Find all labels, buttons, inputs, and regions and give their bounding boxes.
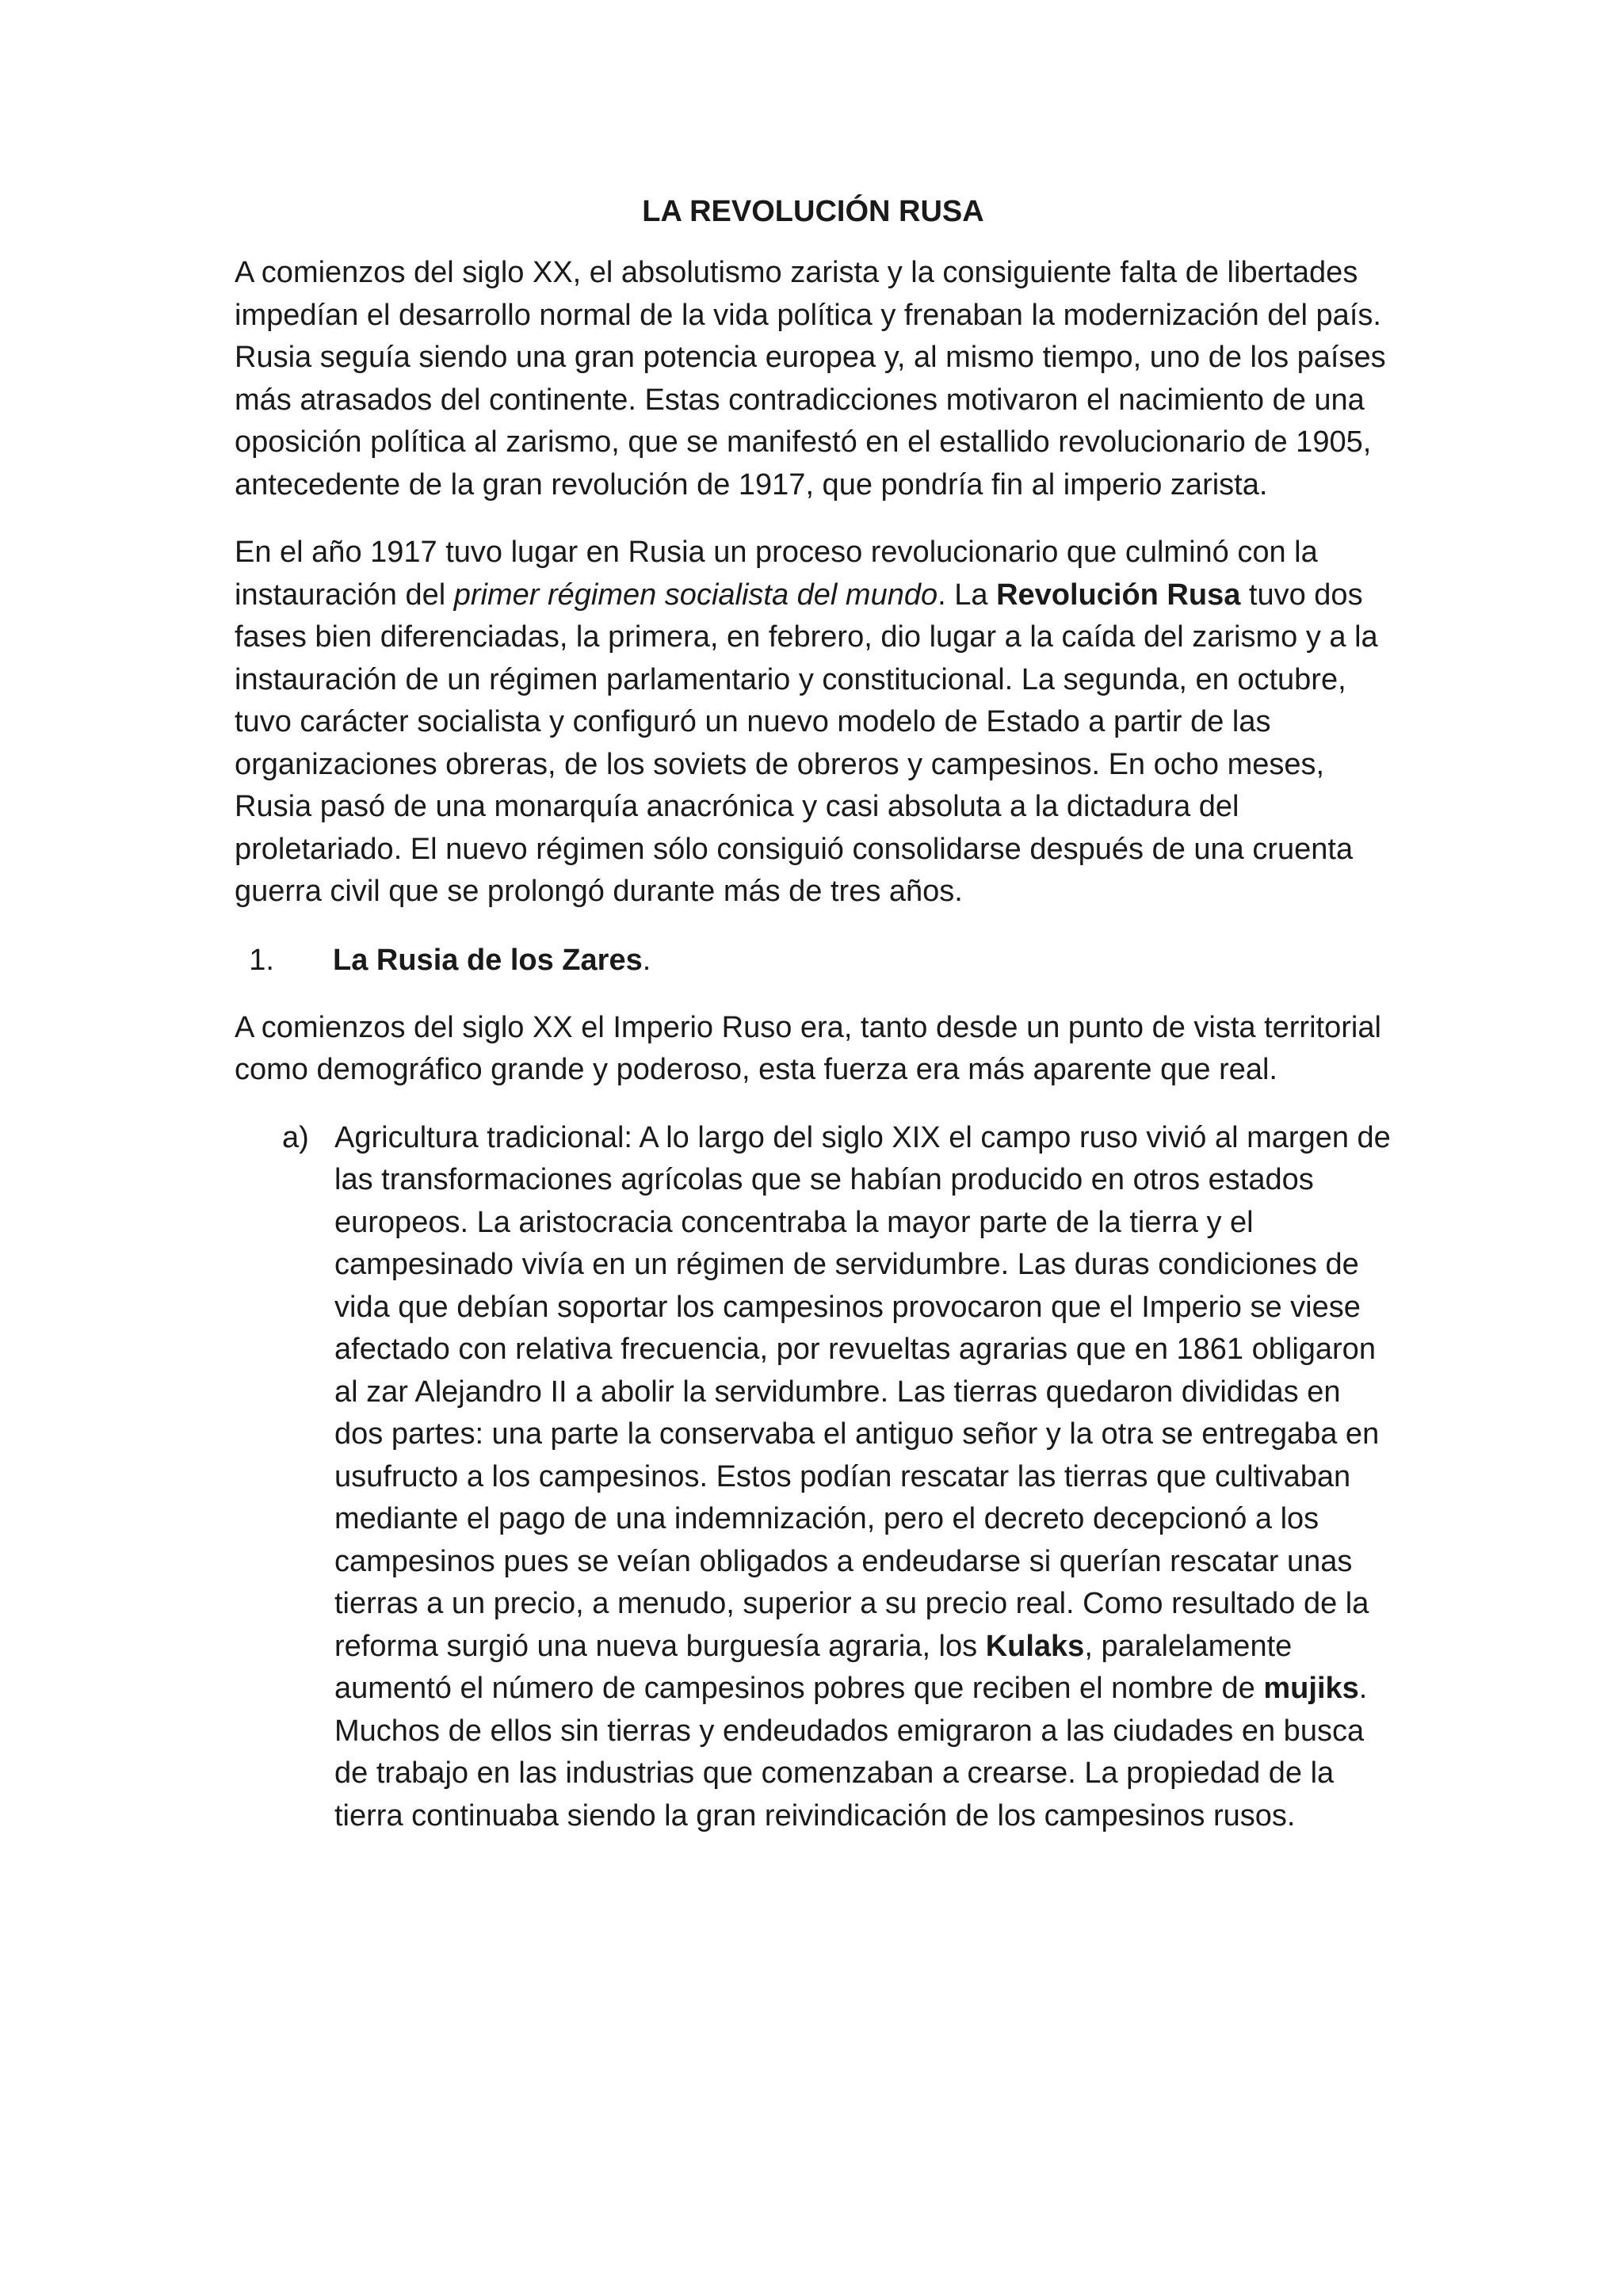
text-run: , paralelamente aumentó el número de campesinos pobres que reciben el nombre de bbox=[334, 1629, 1293, 1705]
section-number-text: 1. bbox=[249, 943, 274, 977]
section-heading-bold: La Rusia de los Zares bbox=[333, 943, 643, 977]
italic-phrase: primer régimen socialista del mundo bbox=[453, 578, 938, 612]
section-heading-text bbox=[298, 944, 651, 977]
document-page bbox=[235, 190, 1392, 1863]
list-marker: a) bbox=[282, 1120, 309, 1154]
text-run: En el año 1917 tuvo lugar en Rusia un proceso revolucionario que culminó con la instauración del bbox=[235, 536, 1318, 612]
section-heading-1 bbox=[235, 939, 1392, 982]
text-run: . Muchos de ellos sin tierras y endeudados emigraron a las ciudades en busca de trabajo en las industrias que comenzaban a crearse. La propiedad de la tierra continuaba siendo la gran reivindicación de los campesinos rusos. bbox=[334, 1672, 1368, 1833]
section1-paragraph: A comienzos del siglo XX el Imperio Ruso era, tanto desde un punto de vista territorial como demográfico grande y poderoso, esta fuerza era más aparente que real. bbox=[235, 1010, 1381, 1086]
text-run: . La bbox=[938, 578, 997, 612]
bold-term-revolucion-rusa: Revolución Rusa bbox=[996, 578, 1241, 612]
section-heading-suffix: . bbox=[642, 943, 651, 977]
document-title: LA REVOLUCIÓN RUSA bbox=[642, 195, 984, 228]
text-run: tuvo dos fases bien diferenciadas, la primera, en febrero, dio lugar a la caída del zarismo y a la instauración de un régimen parlamentario y constitucional. La segunda, en octubre, tuvo carácter socialista y configuró un nuevo modelo de Estado a partir de las organizaciones obreras, de los soviets de obreros y campesinos. En ocho meses, Rusia pasó de una monarquía anacrónica y casi absoluta a la dictadura del proletariado. El nuevo régimen sólo consiguió consolidarse después de una cruenta guerra civil que se prolongó durante más de tres años. bbox=[235, 578, 1378, 908]
bold-term-kulaks: Kulaks bbox=[985, 1629, 1085, 1663]
list-item-a bbox=[235, 1117, 1392, 1838]
second-paragraph bbox=[235, 532, 1392, 913]
bold-term-mujiks: mujiks bbox=[1263, 1672, 1359, 1705]
list-item-text bbox=[334, 1121, 1391, 1833]
text-run: Agricultura tradicional: A lo largo del siglo XIX el campo ruso vivió al margen de las transformaciones agrícolas que se habían producido en otros estados europeos. La aristocracia concentraba la mayor parte de la tierra y el campesinado vivía en un régimen de servidumbre. Las duras condiciones de vida que debían soportar los campesinos provocaron que el Imperio se viese afectado con relativa frecuencia, por revueltas agrarias que en 1861 obligaron al zar Alejandro II a abolir la servidumbre. Las tierras quedaron divididas en dos partes: una parte la conservaba el antiguo señor y la otra se entregaba en usufructo a los campesinos. Estos podían rescatar las tierras que cultivaban mediante el pago de una indemnización, pero el decreto decepcionó a los campesinos pues se veían obligados a endeudarse si querían rescatar unas tierras a un precio, a menudo, superior a su precio real. Como resultado de la reforma surgió una nueva burguesía agraria, los bbox=[334, 1120, 1391, 1663]
intro-paragraph: A comienzos del siglo XX, el absolutismo zarista y la consiguiente falta de libertades impedían el desarrollo normal de la vida política y frenaban la modernización del país. Rusia seguía siendo una gran potencia europea y, al mismo tiempo, uno de los países más atrasados del continente. Estas contradicciones motivaron el nacimiento de una oposición política al zarismo, que se manifestó en el estallido revolucionario de 1905, antecedente de la gran revolución de 1917, que pondría fin al imperio zarista. bbox=[235, 256, 1386, 502]
